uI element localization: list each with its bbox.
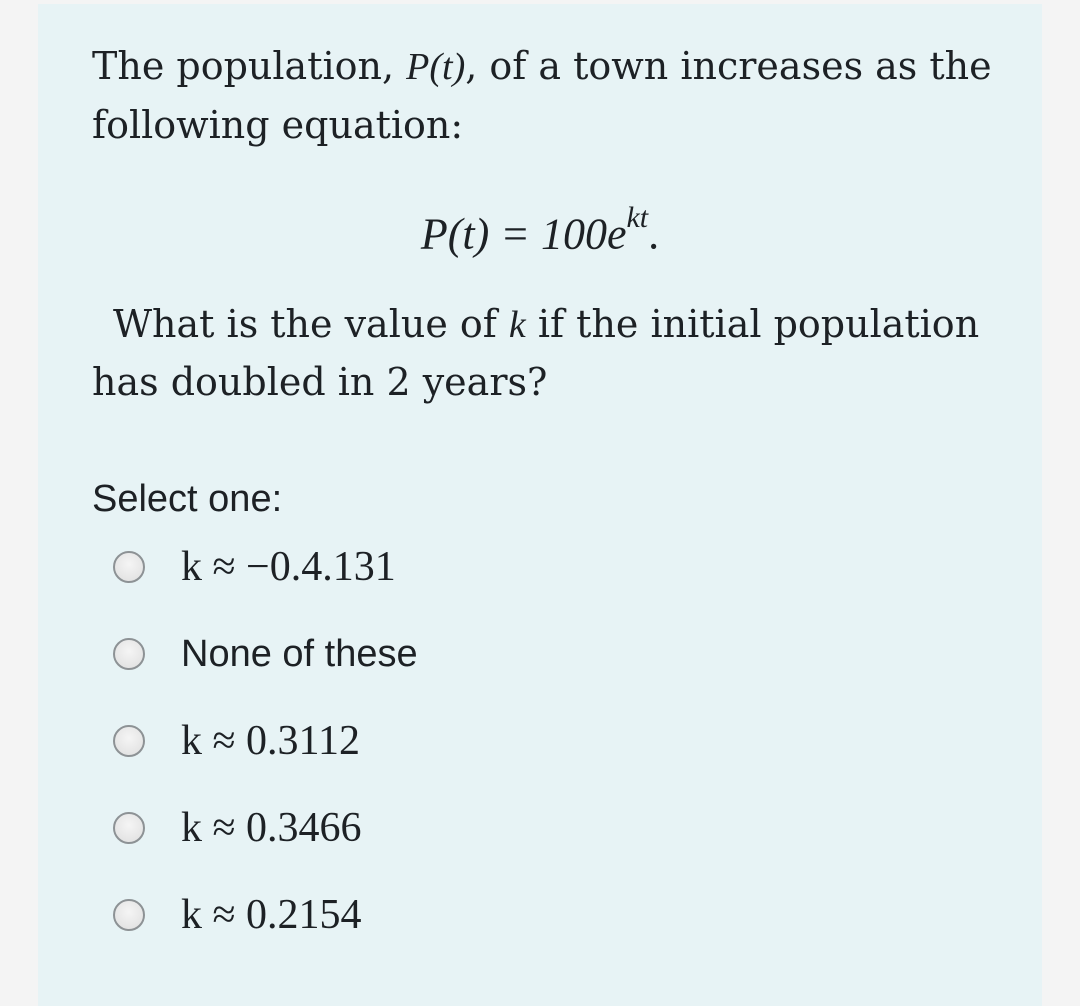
question-line1-math: P(t) [406, 46, 466, 88]
answer-option-5-text: k ≈ 0.2154 [181, 892, 362, 938]
radio-button-2[interactable] [113, 638, 145, 670]
radio-button-3[interactable] [113, 725, 145, 757]
question-line3-prefix: What is the value of [113, 302, 509, 346]
question-line3-var: k [508, 304, 526, 346]
question-line1-suffix: , of a town increases as the [465, 44, 992, 88]
answer-option-2[interactable] [113, 630, 418, 678]
answer-option-4[interactable] [113, 804, 362, 852]
question-line1-prefix: The population, [92, 44, 407, 88]
radio-button-5[interactable] [113, 899, 145, 931]
equation [0, 196, 1080, 263]
equation-exponent: kt [626, 201, 649, 234]
question-text-line3 [113, 300, 979, 349]
question-text-line2: following equation: [92, 103, 464, 147]
question-line3-suffix: if the initial population [525, 302, 980, 346]
radio-button-4[interactable] [113, 812, 145, 844]
question-text-line4: has doubled in 2 years? [92, 360, 548, 404]
equation-lhs: P(t) = 100e [420, 209, 627, 259]
answer-option-5[interactable] [113, 891, 362, 939]
answer-option-1[interactable] [113, 543, 396, 591]
select-one-label: Select one: [92, 478, 283, 520]
question-text-line1 [92, 42, 992, 91]
answer-option-1-text: k ≈ −0.4.131 [181, 544, 396, 590]
answer-option-3[interactable] [113, 717, 360, 765]
answer-option-4-text: k ≈ 0.3466 [181, 805, 362, 851]
answer-option-2-text: None of these [181, 632, 418, 675]
equation-end: . [648, 209, 660, 259]
radio-button-1[interactable] [113, 551, 145, 583]
answer-option-3-text: k ≈ 0.3112 [181, 718, 360, 764]
